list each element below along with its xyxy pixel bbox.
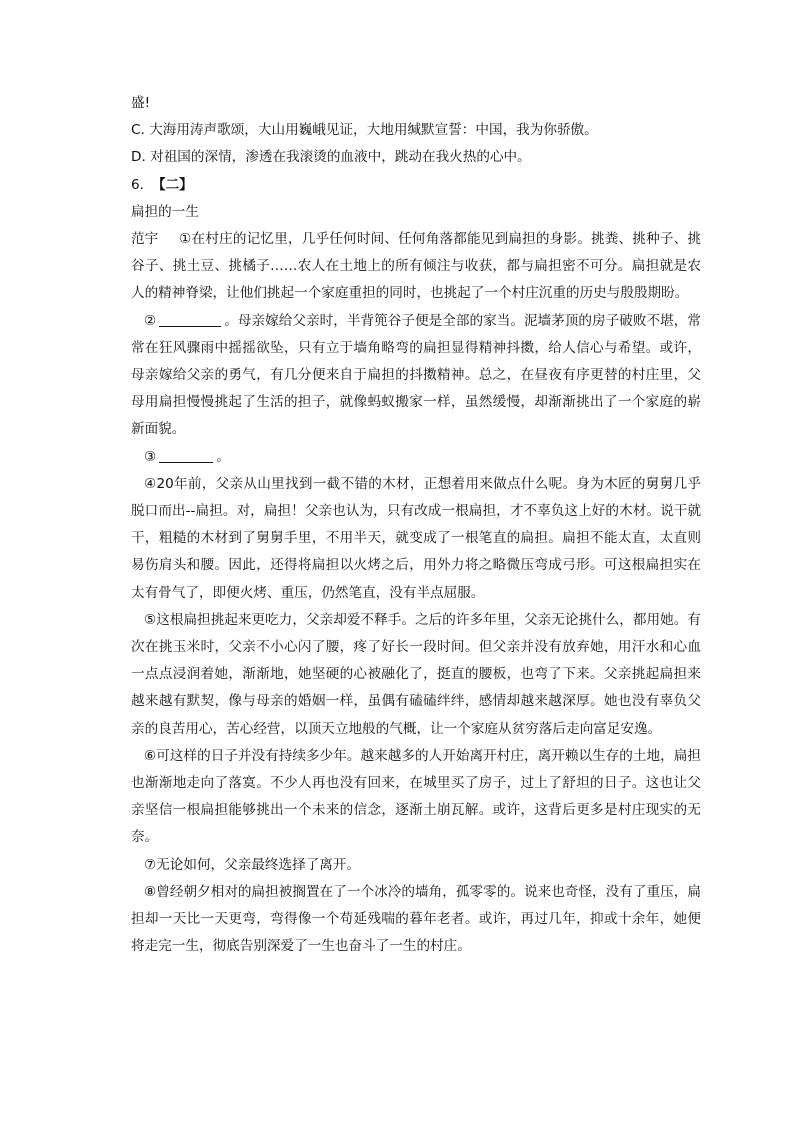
paragraph-2 <box>131 308 701 444</box>
question-number: 6. <box>131 176 144 193</box>
question-heading <box>131 172 701 199</box>
article-title: 扁担的一生 <box>131 203 199 220</box>
paragraph-1 <box>131 226 701 308</box>
paragraph-8: ⑧曾经朝夕相对的扁担被搁置在了一个冰冷的墙角，孤零零的。说来也奇怪，没有了重压，扁担却一天比一天更弯，弯得像一个苟延残喘的暮年老者。或许，再过几年，抑或十余年，她便将走完一生，彻底告别深爱了一生也奋斗了一生的村庄。 <box>131 883 701 955</box>
paragraph-6: ⑥可这样的日子并没有持续多少年。越来越多的人开始离开村庄，离开赖以生存的土地，扁担也渐渐地走向了落寞。不少人再也没有回来，在城里买了房子，过上了舒坦的日子。这也让父亲坚信一根扁担能够挑出一个未来的信念，逐渐土崩瓦解。或许，这背后更多是村庄现实的无奈。 <box>131 747 701 846</box>
option-c: C. 大海用涛声歌颂，大山用巍峨见证，大地用缄默宣誓：中国，我为你骄傲。 <box>131 122 598 139</box>
top-fragment: 盛! <box>131 95 151 111</box>
paragraph-3 <box>131 444 701 471</box>
paragraph-1-text: ①在村庄的记忆里，几乎任何时间、任何角落都能见到扁担的身影。挑粪、挑种子、挑谷子、挑土豆、挑橘子……农人在土地上的所有倾注与收获，都与扁担密不可分。扁担就是农人的精神脊梁，让他们挑起一个家庭重担的同时，也挑起了一个村庄沉重的历史与殷殷期盼。 <box>131 231 701 302</box>
document-page <box>131 90 701 961</box>
paragraph-2-number: ② <box>144 312 157 329</box>
paragraph-2-text: 。母亲嫁给父亲时，半背篼谷子便是全部的家当。泥墙茅顶的房子破败不堪，常常在狂风骤雨中摇摇欲坠，只有立于墙角略弯的扁担显得精神抖擞，给人信心与希望。或许，母亲嫁给父亲的勇气，有几分便来自于扁担的抖擞精神。总之，在昼夜有序更替的村庄里，父母用扁担慢慢挑起了生活的担子，就像蚂蚁搬家一样，虽然缓慢，却渐渐挑出了一个家庭的崭新面貌。 <box>131 312 701 438</box>
answer-blank-3[interactable] <box>159 446 213 463</box>
option-d: D. 对祖国的深情，渗透在我滚烫的血液中，跳动在我火热的心中。 <box>131 149 531 166</box>
paragraph-5: ⑤这根扁担挑起来更吃力，父亲却爱不释手。之后的许多年里，父亲无论挑什么，都用她。有次在挑玉米时，父亲不小心闪了腰，疼了好长一段时间。但父亲并没有放弃她，用汗水和心血一点点浸润着她，渐渐地，她坚硬的心被融化了，挺直的腰板，也弯了下来。父亲挑起扁担来越来越有默契，像与母亲的婚姻一样，虽偶有磕磕绊绊，感情却越来越深厚。她也没有辜负父亲的良苦用心，苦心经营，以顶天立地般的气概，让一个家庭从贫穷落后走向富足安逸。 <box>131 611 701 737</box>
article-author: 范宇 <box>131 231 159 248</box>
paragraph-7: ⑦无论如何，父亲最终选择了离开。 <box>144 856 361 873</box>
paragraph-3-text: 。 <box>216 448 230 465</box>
paragraph-4: ④20年前，父亲从山里找到一截不错的木材，正想着用来做点什么呢。身为木匠的舅舅几乎脱口而出--扁担。对，扁担！父亲也认为，只有改成一根扁担，才不辜负这上好的木材。说干就干，粗糙的木材到了舅舅手里，不用半天，就变成了一根笔直的扁担。扁担不能太直，太直则易伤肩头和腰。因此，还得将扁担以火烤之后，用外力将之略微压弯成弓形。可这根扁担实在太有骨气了，即便火烤、重压，仍然笔直，没有半点屈服。 <box>131 475 701 601</box>
section-label: 【二】 <box>151 176 193 193</box>
paragraph-3-number: ③ <box>144 448 157 465</box>
answer-blank-2[interactable] <box>159 310 221 327</box>
